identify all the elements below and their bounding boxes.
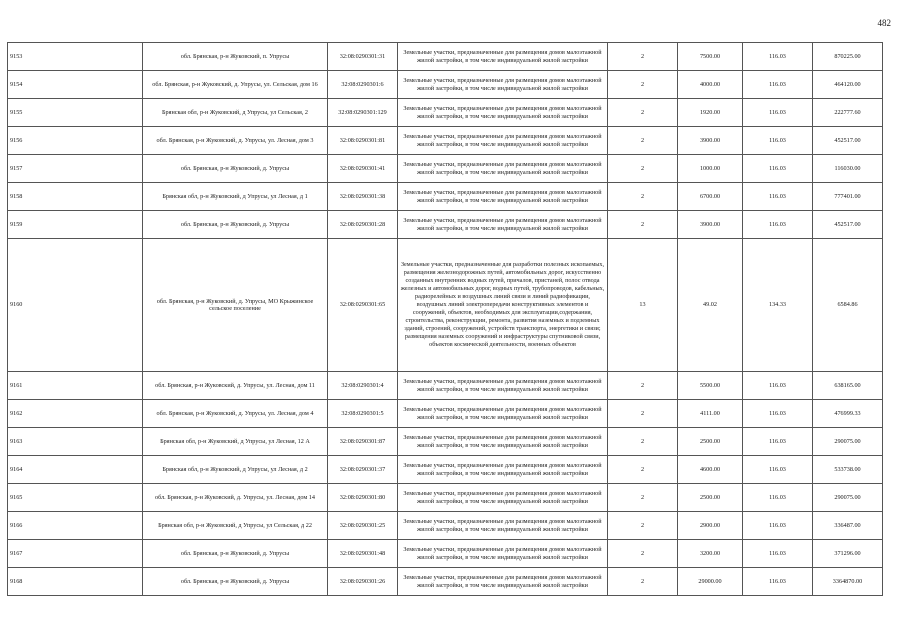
- use-group-cell: 2: [608, 484, 678, 512]
- use-group-cell: 2: [608, 372, 678, 400]
- cadastral-value-cell: 336487.00: [813, 512, 883, 540]
- cadastral-number-cell: 32:08:0290301:37: [328, 456, 398, 484]
- cadastral-value-cell: 533738.00: [813, 456, 883, 484]
- record-number: 9160: [8, 239, 143, 372]
- table-row: [8, 127, 883, 155]
- cadastral-value-table: [7, 42, 883, 596]
- use-group-cell: 2: [608, 540, 678, 568]
- land-use-cell: Земельные участки, предназначенные для размещения домов малоэтажной жилой застройки, в том числе индивидуальной жилой застройки: [398, 512, 608, 540]
- area-cell: 49.02: [678, 239, 743, 372]
- cadastral-value-cell: 6584.86: [813, 239, 883, 372]
- address-cell: обл. Брянская, р-н Жуковский, д. Упрусы: [143, 568, 328, 596]
- address-cell: Брянская обл, р-н Жуковский, д Упрусы, ул Лесная, д 2: [143, 456, 328, 484]
- use-group-cell: 2: [608, 43, 678, 71]
- cadastral-number-cell: 32:08:0290301:4: [328, 372, 398, 400]
- address-cell: обл. Брянская, р-н Жуковский, д. Упрусы: [143, 540, 328, 568]
- cadastral-number-cell: 32:08:0290301:65: [328, 239, 398, 372]
- record-number: 9166: [8, 512, 143, 540]
- area-cell: 1920.00: [678, 99, 743, 127]
- land-use-cell: Земельные участки, предназначенные для размещения домов малоэтажной жилой застройки, в том числе индивидуальной жилой застройки: [398, 540, 608, 568]
- cadastral-value-cell: 464120.00: [813, 71, 883, 99]
- use-group-cell: 2: [608, 183, 678, 211]
- address-cell: обл. Брянская, р-н Жуковский, д. Упрусы, ул. Лесная, дом 4: [143, 400, 328, 428]
- land-use-cell: Земельные участки, предназначенные для размещения домов малоэтажной жилой застройки, в том числе индивидуальной жилой застройки: [398, 372, 608, 400]
- specific-value-cell: 116.03: [743, 43, 813, 71]
- cadastral-number-cell: 32:08:0290301:38: [328, 183, 398, 211]
- cadastral-value-cell: 116030.00: [813, 155, 883, 183]
- cadastral-value-cell: 452517.00: [813, 127, 883, 155]
- area-cell: 2500.00: [678, 484, 743, 512]
- record-number: 9162: [8, 400, 143, 428]
- specific-value-cell: 116.03: [743, 155, 813, 183]
- record-number: 9164: [8, 456, 143, 484]
- record-number: 9168: [8, 568, 143, 596]
- table-body: [8, 43, 883, 596]
- cadastral-value-cell: 476999.33: [813, 400, 883, 428]
- area-cell: 3900.00: [678, 127, 743, 155]
- cadastral-value-cell: 222777.60: [813, 99, 883, 127]
- address-cell: Брянская обл, р-н Жуковский, д Упрусы, ул Лесная, д 1: [143, 183, 328, 211]
- address-cell: обл. Брянская, р-н Жуковский, д. Упрусы: [143, 211, 328, 239]
- land-use-cell: Земельные участки, предназначенные для размещения домов малоэтажной жилой застройки, в том числе индивидуальной жилой застройки: [398, 568, 608, 596]
- cadastral-number-cell: 32:08:0290301:81: [328, 127, 398, 155]
- use-group-cell: 2: [608, 71, 678, 99]
- cadastral-value-cell: 290075.00: [813, 484, 883, 512]
- cadastral-value-cell: 3364870.00: [813, 568, 883, 596]
- area-cell: 5500.00: [678, 372, 743, 400]
- area-cell: 4600.00: [678, 456, 743, 484]
- specific-value-cell: 134.33: [743, 239, 813, 372]
- table-row: [8, 239, 883, 372]
- table-row: [8, 400, 883, 428]
- record-number: 9158: [8, 183, 143, 211]
- address-cell: Брянская обл, р-н Жуковский, д Упрусы, ул Сельская, д 22: [143, 512, 328, 540]
- specific-value-cell: 116.03: [743, 400, 813, 428]
- cadastral-value-cell: 870225.00: [813, 43, 883, 71]
- record-number: 9155: [8, 99, 143, 127]
- table-row: [8, 540, 883, 568]
- table-row: [8, 99, 883, 127]
- land-use-cell: Земельные участки, предназначенные для размещения домов малоэтажной жилой застройки, в том числе индивидуальной жилой застройки: [398, 400, 608, 428]
- cadastral-number-cell: 32:08:0290301:5: [328, 400, 398, 428]
- address-cell: обл. Брянская, р-н Жуковский, д. Упрусы, ул. Лесная, дом 11: [143, 372, 328, 400]
- address-cell: обл. Брянская, р-н Жуковский, д. Упрусы, ул. Сельская, дом 16: [143, 71, 328, 99]
- use-group-cell: 2: [608, 211, 678, 239]
- cadastral-number-cell: 32:08:0290301:41: [328, 155, 398, 183]
- land-use-cell: Земельные участки, предназначенные для разработки полезных ископаемых, размещения железнодорожных путей, автомобильных дорог, искусственно созданных внутренних водных путей, причалов, пристаней, полос отвода железных и автомобильных дорог, водных путей, трубопроводов, кабельных, радиорелейных и воздушных линий связи и линий радиофикации, воздушных линий электропередачи конструктивных элементов и сооружений, объектов, необходимых для эксплуатации,содержания, строительства, реконструкции, ремонта, развития наземных и подземных зданий, строений, сооружений, устройств транспорта, энергетики и связи; размещения наземных сооружений и инфраструктуры спутниковой связи, объектов космической деятельности, военных объектов: [398, 239, 608, 372]
- specific-value-cell: 116.03: [743, 456, 813, 484]
- use-group-cell: 2: [608, 127, 678, 155]
- area-cell: 2500.00: [678, 428, 743, 456]
- table-row: [8, 155, 883, 183]
- specific-value-cell: 116.03: [743, 127, 813, 155]
- land-use-cell: Земельные участки, предназначенные для размещения домов малоэтажной жилой застройки, в том числе индивидуальной жилой застройки: [398, 71, 608, 99]
- area-cell: 3900.00: [678, 211, 743, 239]
- cadastral-number-cell: 32:08:0290301:48: [328, 540, 398, 568]
- specific-value-cell: 116.03: [743, 484, 813, 512]
- area-cell: 4111.00: [678, 400, 743, 428]
- area-cell: 29000.00: [678, 568, 743, 596]
- land-use-cell: Земельные участки, предназначенные для размещения домов малоэтажной жилой застройки, в том числе индивидуальной жилой застройки: [398, 484, 608, 512]
- use-group-cell: 2: [608, 568, 678, 596]
- address-cell: обл. Брянская, р-н Жуковский, д. Упрусы, ул. Лесная, дом 14: [143, 484, 328, 512]
- specific-value-cell: 116.03: [743, 540, 813, 568]
- table-row: [8, 484, 883, 512]
- record-number: 9167: [8, 540, 143, 568]
- area-cell: 6700.00: [678, 183, 743, 211]
- specific-value-cell: 116.03: [743, 99, 813, 127]
- table-row: [8, 211, 883, 239]
- record-number: 9165: [8, 484, 143, 512]
- record-number: 9153: [8, 43, 143, 71]
- record-number: 9163: [8, 428, 143, 456]
- area-cell: 2900.00: [678, 512, 743, 540]
- specific-value-cell: 116.03: [743, 71, 813, 99]
- cadastral-value-cell: 371296.00: [813, 540, 883, 568]
- specific-value-cell: 116.03: [743, 183, 813, 211]
- cadastral-value-cell: 638165.00: [813, 372, 883, 400]
- land-use-cell: Земельные участки, предназначенные для размещения домов малоэтажной жилой застройки, в том числе индивидуальной жилой застройки: [398, 155, 608, 183]
- use-group-cell: 13: [608, 239, 678, 372]
- address-cell: обл. Брянская, р-н Жуковский, д. Упрусы, ул. Лесная, дом 3: [143, 127, 328, 155]
- cadastral-number-cell: 32:08:0290301:80: [328, 484, 398, 512]
- cadastral-number-cell: 32:08:0290301:25: [328, 512, 398, 540]
- use-group-cell: 2: [608, 400, 678, 428]
- cadastral-number-cell: 32:08:0290301:31: [328, 43, 398, 71]
- record-number: 9156: [8, 127, 143, 155]
- cadastral-number-cell: 32:08:0290301:28: [328, 211, 398, 239]
- table-row: [8, 428, 883, 456]
- table-row: [8, 71, 883, 99]
- table-row: [8, 568, 883, 596]
- land-use-cell: Земельные участки, предназначенные для размещения домов малоэтажной жилой застройки, в том числе индивидуальной жилой застройки: [398, 127, 608, 155]
- table-row: [8, 372, 883, 400]
- specific-value-cell: 116.03: [743, 211, 813, 239]
- address-cell: Брянская обл, р-н Жуковский, д Упрусы, ул Лесная, 12 А: [143, 428, 328, 456]
- cadastral-value-cell: 777401.00: [813, 183, 883, 211]
- land-use-cell: Земельные участки, предназначенные для размещения домов малоэтажной жилой застройки, в том числе индивидуальной жилой застройки: [398, 211, 608, 239]
- specific-value-cell: 116.03: [743, 428, 813, 456]
- land-use-cell: Земельные участки, предназначенные для размещения домов малоэтажной жилой застройки, в том числе индивидуальной жилой застройки: [398, 456, 608, 484]
- address-cell: обл. Брянская, р-н Жуковский, д. Упрусы, МО Крыжинское сельское поселение: [143, 239, 328, 372]
- use-group-cell: 2: [608, 456, 678, 484]
- use-group-cell: 2: [608, 99, 678, 127]
- record-number: 9157: [8, 155, 143, 183]
- address-cell: обл. Брянская, р-н Жуковский, д. Упрусы: [143, 155, 328, 183]
- area-cell: 7500.00: [678, 43, 743, 71]
- specific-value-cell: 116.03: [743, 372, 813, 400]
- use-group-cell: 2: [608, 512, 678, 540]
- cadastral-number-cell: 32:08:0290301:6: [328, 71, 398, 99]
- land-use-cell: Земельные участки, предназначенные для размещения домов малоэтажной жилой застройки, в том числе индивидуальной жилой застройки: [398, 99, 608, 127]
- table-row: [8, 183, 883, 211]
- address-cell: Брянская обл, р-н Жуковский, д Упрусы, ул Сельская, 2: [143, 99, 328, 127]
- table-row: [8, 512, 883, 540]
- cadastral-value-cell: 290075.00: [813, 428, 883, 456]
- area-cell: 1000.00: [678, 155, 743, 183]
- use-group-cell: 2: [608, 155, 678, 183]
- table-row: [8, 456, 883, 484]
- area-cell: 3200.00: [678, 540, 743, 568]
- address-cell: обл. Брянская, р-н Жуковский, п. Упрусы: [143, 43, 328, 71]
- table-row: [8, 43, 883, 71]
- cadastral-value-cell: 452517.00: [813, 211, 883, 239]
- use-group-cell: 2: [608, 428, 678, 456]
- page-number: 482: [877, 18, 891, 28]
- cadastral-number-cell: 32:08:0290301:26: [328, 568, 398, 596]
- land-use-cell: Земельные участки, предназначенные для размещения домов малоэтажной жилой застройки, в том числе индивидуальной жилой застройки: [398, 428, 608, 456]
- specific-value-cell: 116.03: [743, 512, 813, 540]
- land-use-cell: Земельные участки, предназначенные для размещения домов малоэтажной жилой застройки, в том числе индивидуальной жилой застройки: [398, 43, 608, 71]
- area-cell: 4000.00: [678, 71, 743, 99]
- cadastral-number-cell: 32:08:0290301:129: [328, 99, 398, 127]
- record-number: 9154: [8, 71, 143, 99]
- specific-value-cell: 116.03: [743, 568, 813, 596]
- record-number: 9159: [8, 211, 143, 239]
- land-use-cell: Земельные участки, предназначенные для размещения домов малоэтажной жилой застройки, в том числе индивидуальной жилой застройки: [398, 183, 608, 211]
- record-number: 9161: [8, 372, 143, 400]
- cadastral-number-cell: 32:08:0290301:87: [328, 428, 398, 456]
